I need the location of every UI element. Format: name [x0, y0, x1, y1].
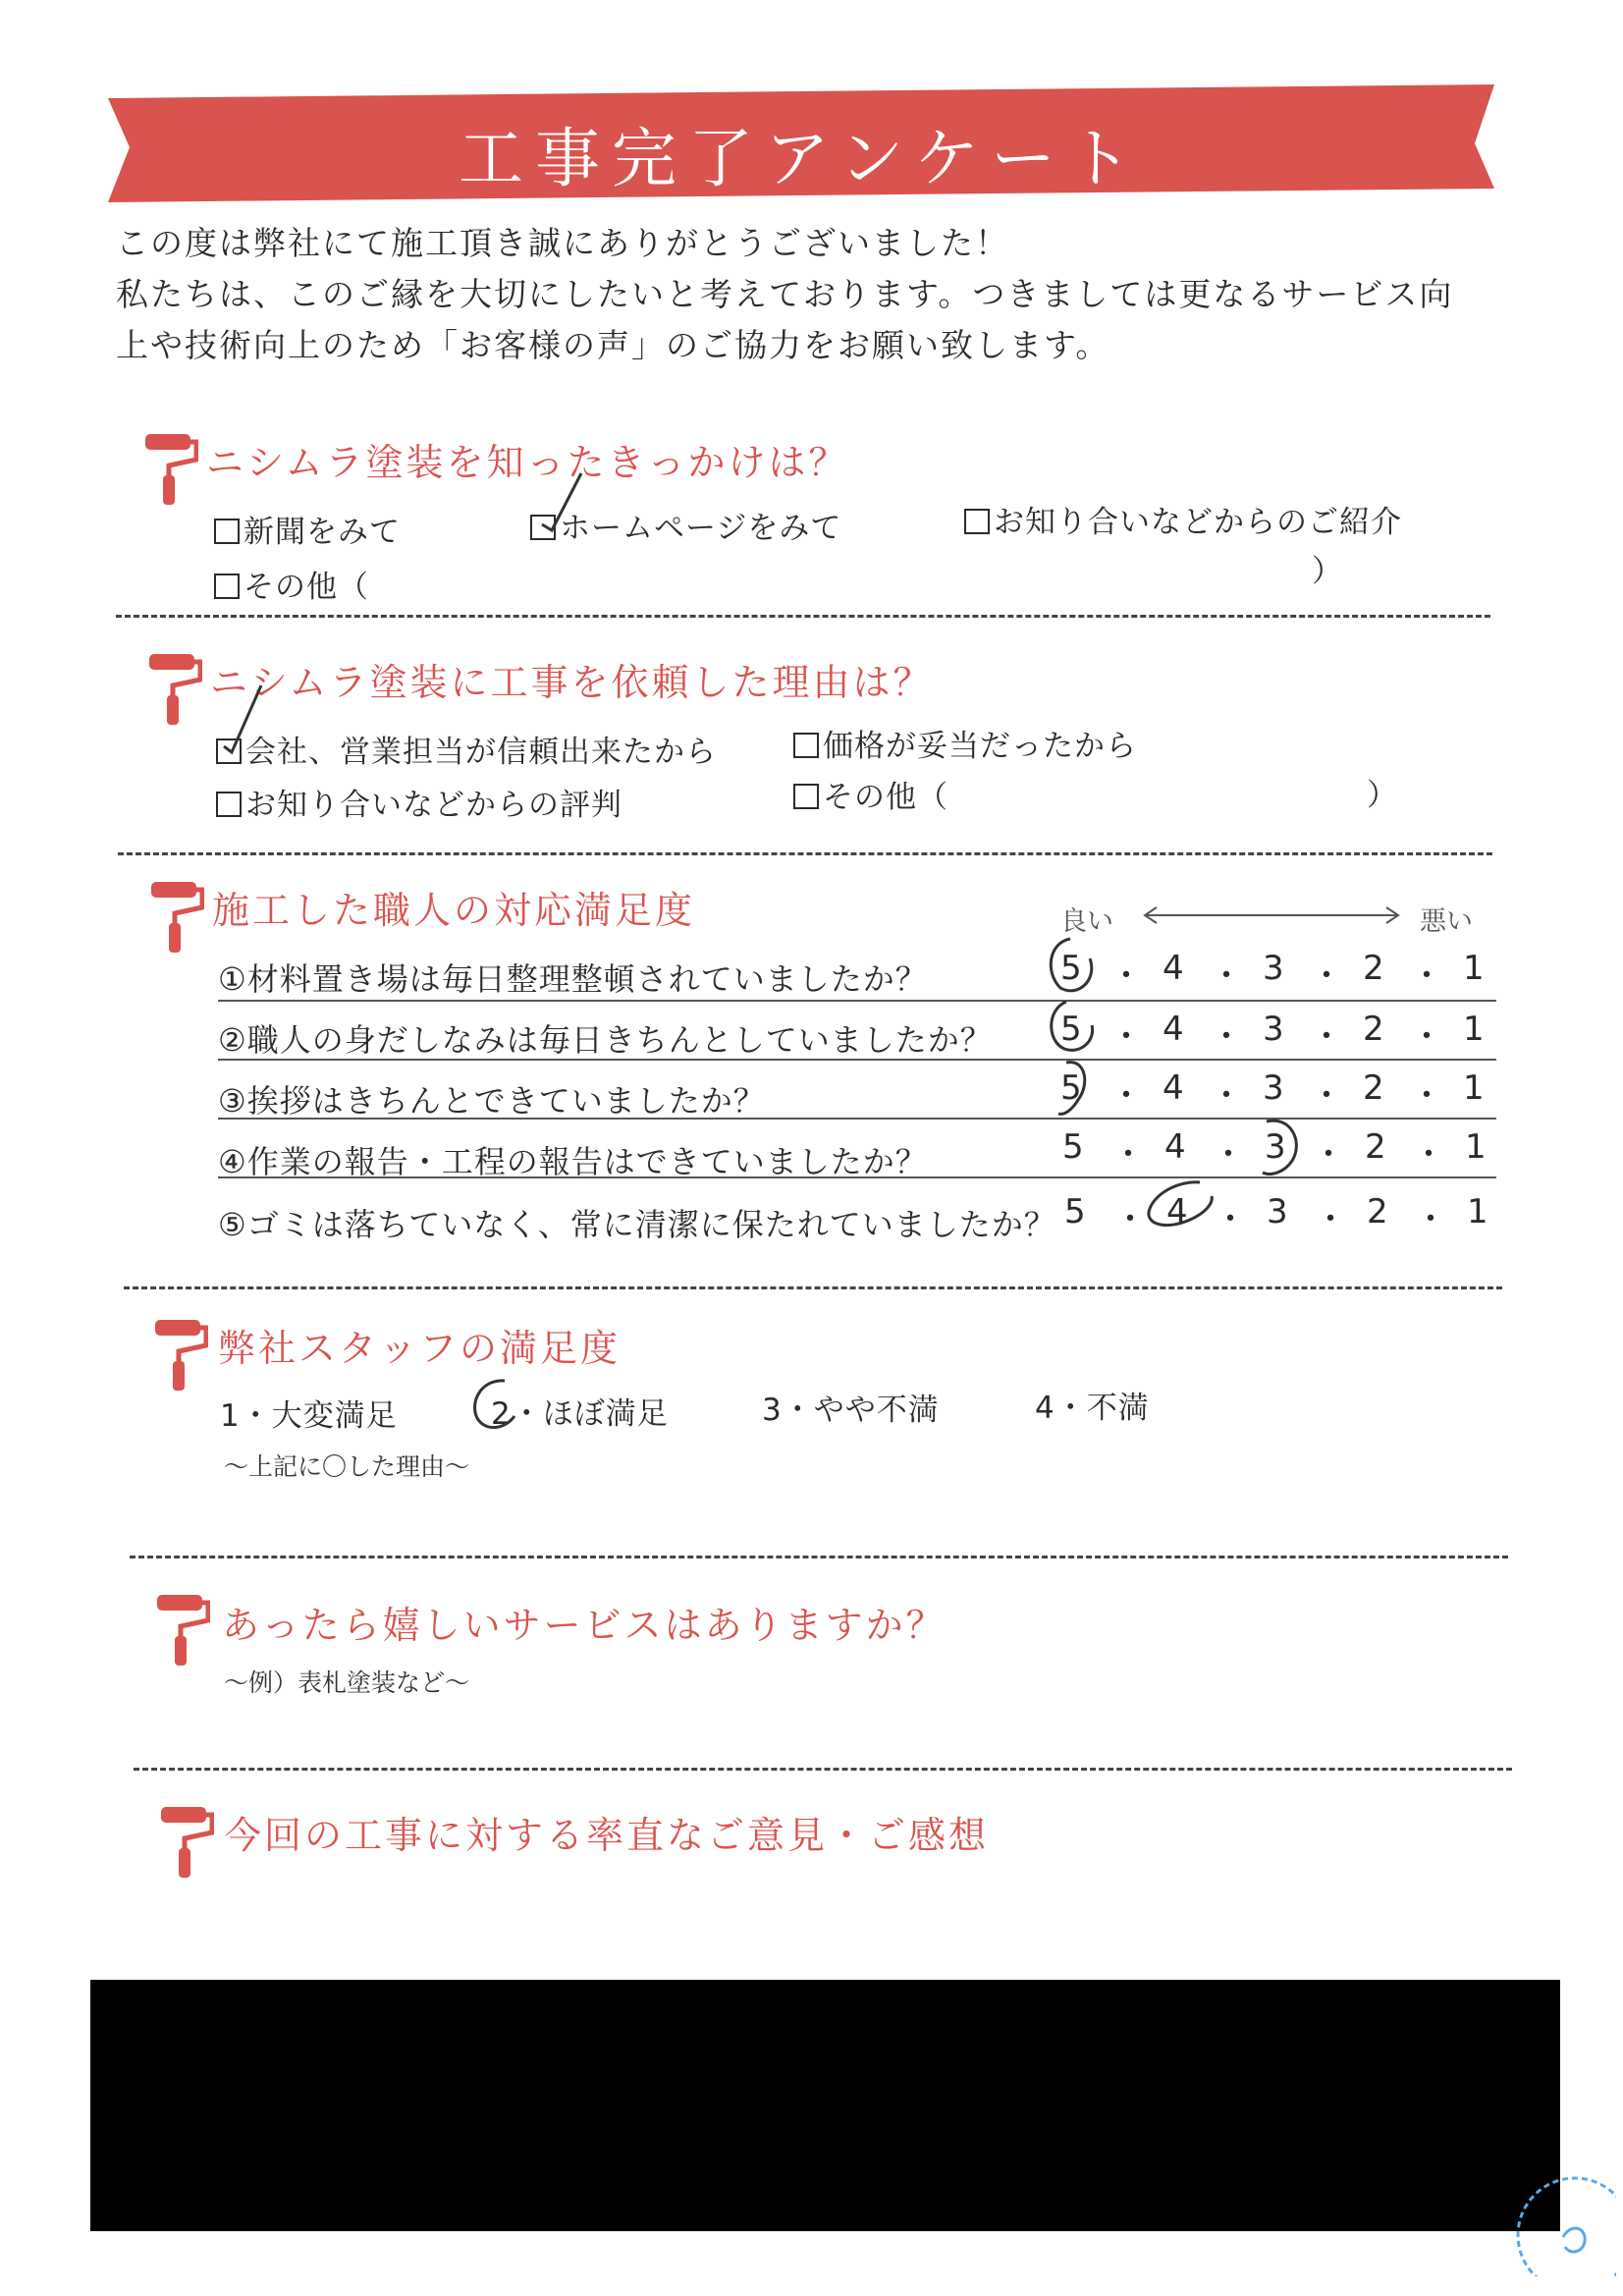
divider: [130, 1556, 1508, 1558]
section-title-craftsman: 施工した職人の対応満足度: [212, 889, 696, 932]
check-mark: [218, 682, 267, 760]
option-price[interactable]: 価格が妥当だったから: [793, 721, 1137, 765]
checkbox[interactable]: [214, 519, 240, 544]
answer-circle: [1139, 1175, 1227, 1237]
option-mostly-satisfied[interactable]: 2・ほぼ満足: [491, 1396, 669, 1432]
answer-circle: [1041, 996, 1109, 1059]
paint-roller-icon: [153, 1318, 208, 1393]
question-3: ③挨拶はきちんとできていましたか？: [218, 1082, 766, 1120]
row-rule: [218, 1000, 1496, 1002]
divider: [124, 1286, 1502, 1289]
section-title-staff: 弊社スタッフの満足度: [218, 1327, 622, 1370]
check-mark: [538, 469, 587, 538]
intro-line: この度は弊社にて施工頂き誠にありがとうございました！: [116, 224, 1009, 262]
checkbox[interactable]: [214, 574, 240, 599]
option-dissatisfied[interactable]: 4・不満: [1035, 1391, 1150, 1426]
paint-roller-icon: [143, 432, 198, 507]
scale-bad-label: 悪い: [1420, 906, 1473, 937]
paint-roller-icon: [149, 880, 204, 955]
checkbox[interactable]: [793, 733, 819, 758]
example-label: ～例）表札塗装など～: [224, 1668, 470, 1697]
question-5: ⑤ゴミは落ちていなく、常に清潔に保たれていましたか？: [218, 1206, 1056, 1243]
intro-line: 上や技術向上のため「お客様の声」のご協力をお願い致します。: [116, 326, 1110, 364]
redacted-comment-box: [90, 1980, 1560, 2231]
close-paren: ）: [1312, 554, 1343, 589]
divider: [118, 852, 1492, 855]
option-other[interactable]: その他（: [793, 772, 948, 816]
option-homepage[interactable]: ホームページをみて: [530, 503, 841, 547]
row-rule: [218, 1059, 1496, 1061]
title-banner: [108, 84, 1494, 202]
checkbox[interactable]: [216, 792, 242, 817]
reason-label: ～上記に〇した理由～: [224, 1452, 470, 1481]
section-title-how-found: ニシムラ塗装を知ったきっかけは？: [206, 441, 849, 484]
paint-roller-icon: [155, 1593, 210, 1667]
answer-circle: [1247, 1114, 1314, 1182]
option-newspaper[interactable]: 新聞をみて: [214, 507, 401, 551]
paint-roller-icon: [147, 652, 202, 727]
paint-roller-icon: [159, 1805, 214, 1880]
option-very-satisfied[interactable]: 1・大変満足: [220, 1398, 398, 1434]
scale-arrow-icon: [1139, 903, 1404, 927]
intro-line: 私たちは、このご縁を大切にしたいと考えております。つきましては更なるサービス向: [116, 275, 1454, 313]
page-title: 工事完了アンケート: [458, 121, 1145, 196]
divider: [134, 1768, 1512, 1771]
scale-good-label: 良い: [1060, 906, 1113, 937]
close-paren: ）: [1367, 778, 1398, 813]
option-trust[interactable]: 会社、営業担当が信頼出来たから: [216, 727, 717, 771]
question-1: ①材料置き場は毎日整理整頓されていましたか？: [218, 960, 928, 998]
question-2: ②職人の身だしなみは毎日きちんとしていましたか？: [218, 1021, 993, 1059]
checkbox[interactable]: [793, 784, 819, 809]
stamp-icon: [1500, 2160, 1616, 2276]
section-title-feedback: 今回の工事に対する率直なご意見・ご感想: [224, 1814, 990, 1857]
section-title-service: あったら嬉しいサービスはありますか？: [222, 1604, 947, 1647]
answer-circle: [1041, 933, 1109, 998]
option-somewhat-dissatisfied[interactable]: 3・やや不満: [762, 1393, 940, 1428]
divider: [116, 615, 1490, 618]
answer-circle: [465, 1375, 530, 1436]
section-title-reason: ニシムラ塗装に工事を依頼した理由は？: [210, 661, 934, 704]
checkbox[interactable]: [964, 509, 990, 534]
answer-circle: [1047, 1055, 1106, 1120]
option-reputation[interactable]: お知り合いなどからの評判: [216, 780, 622, 824]
question-4: ④作業の報告・工程の報告はできていましたか？: [218, 1143, 928, 1180]
option-other[interactable]: その他（: [214, 562, 369, 606]
intro-text: [116, 218, 1453, 371]
option-acquaintance[interactable]: お知り合いなどからのご紹介: [964, 497, 1402, 541]
